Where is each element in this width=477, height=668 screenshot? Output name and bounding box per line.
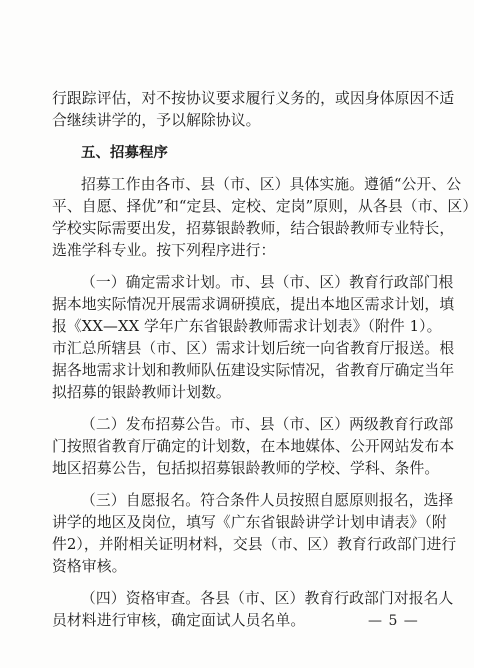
text-line: 拟招募的银龄教师计划数。 bbox=[52, 384, 231, 401]
text-line: 据各地需求计划和教师队伍建设实际情况，省教育厅确定当年 bbox=[52, 362, 455, 379]
page-number: — 5 — bbox=[368, 613, 419, 629]
text-line: 学校实际需要出发，招募银龄教师，结合银龄教师专业特长， bbox=[52, 220, 455, 237]
text-line: 件2），并附相关证明材料，交县（市、区）教育行政部门进行 bbox=[52, 536, 457, 553]
text-line: 行跟踪评估，对不按协议要求履行义务的，或因身体原因不适 bbox=[52, 90, 455, 107]
text-line: 资格审核。 bbox=[52, 558, 127, 575]
text-line: 门按照省教育厅确定的计划数，在本地媒体、公开网站发布本 bbox=[52, 438, 455, 455]
text-line: 平、自愿、择优”和“定县、定校、定岗”原则，从各县（市、区） bbox=[52, 198, 477, 215]
paragraph-start: （三）自愿报名。符合条件人员按照自愿原则报名，选择 bbox=[81, 492, 454, 509]
document-body bbox=[52, 88, 477, 632]
text-line: 合继续讲学的，予以解除协议。 bbox=[52, 112, 261, 129]
text-line: 讲学的地区及岗位，填写《广东省银龄讲学计划申请表》（附 bbox=[52, 514, 447, 531]
section-heading: 五、招募程序 bbox=[81, 145, 168, 161]
text-line: 选准学科专业。按下列程序进行： bbox=[52, 242, 276, 259]
text-line: 地区招募公告，包括拟招募银龄教师的学校、学科、条件。 bbox=[52, 460, 440, 477]
text-line: 报《XX—XX 学年广东省银龄教师需求计划表》（附件 1）。 bbox=[52, 318, 442, 335]
paragraph-start: （一）确定需求计划。市、县（市、区）教育行政部门根 bbox=[81, 274, 454, 291]
text-line: 市汇总所辖县（市、区）需求计划后统一向省教育厅报送。根 bbox=[52, 340, 455, 357]
paragraph-start: （四）资格审查。各县（市、区）教育行政部门对报名人 bbox=[81, 590, 454, 607]
paragraph-start: （二）发布招募公告。市、县（市、区）两级教育行政部 bbox=[81, 416, 454, 433]
paragraph-start: 招募工作由各市、县（市、区）具体实施。遵循“公开、公 bbox=[81, 176, 462, 193]
text-line: 员材料进行审核，确定面试人员名单。 bbox=[52, 612, 306, 629]
text-line: 据本地实际情况开展需求调研摸底，提出本地区需求计划，填 bbox=[52, 296, 455, 313]
